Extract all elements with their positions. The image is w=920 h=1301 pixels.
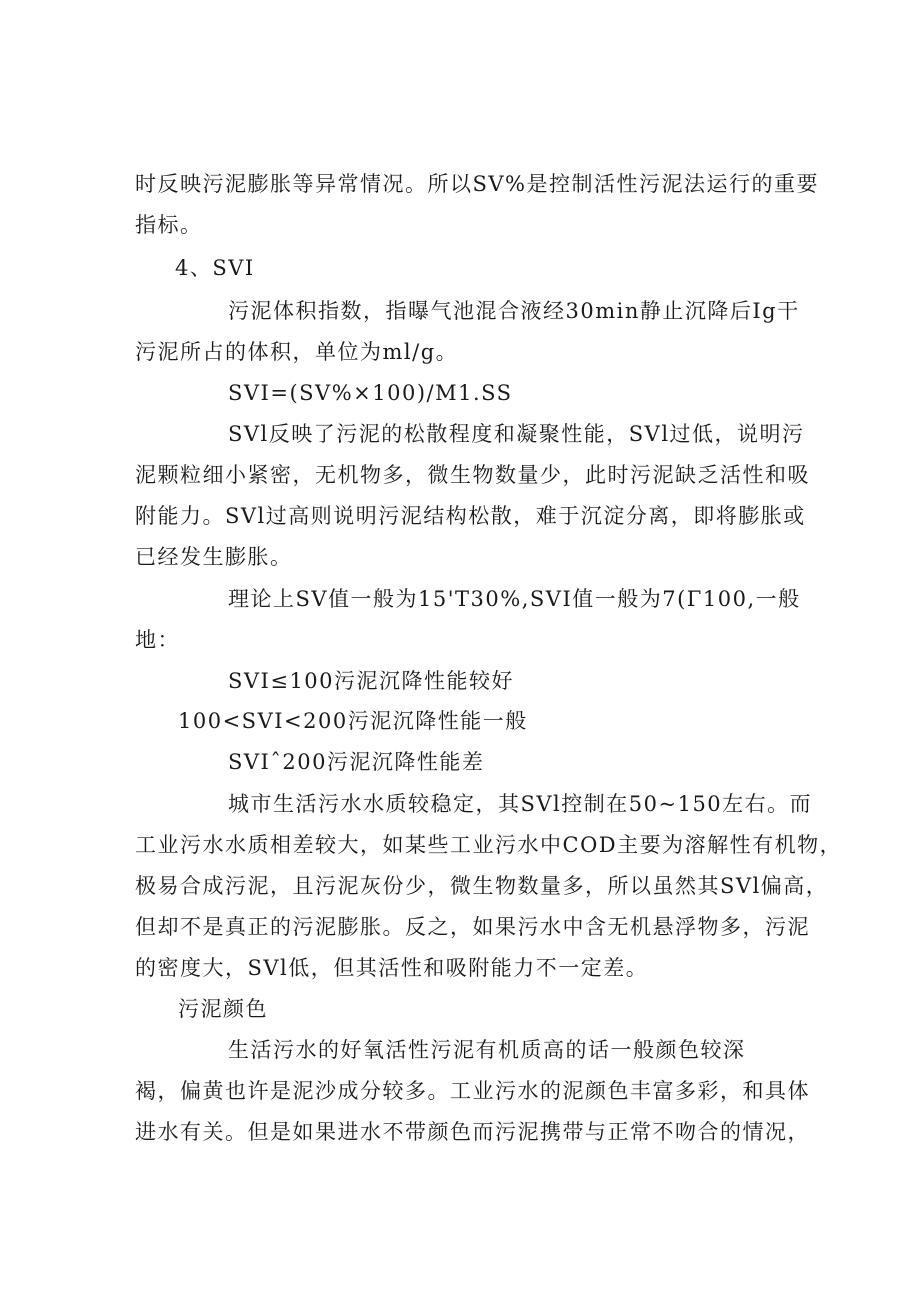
- formula-line: SVI=(SV%×100)/M1.SS: [228, 381, 513, 405]
- paragraph-line: 指标。: [135, 213, 203, 237]
- paragraph-line: 褐，偏黄也许是泥沙成分较多。工业污水的泥颜色丰富多彩，和具体: [135, 1079, 810, 1103]
- paragraph-line: 时反映污泥膨胀等异常情况。所以SV%是控制活性污泥法运行的重要: [135, 172, 820, 196]
- paragraph-line: SVl反映了污泥的松散程度和凝聚性能，SVl过低，说明污: [228, 422, 805, 446]
- paragraph-line: 的密度大，SVl低，但其活性和吸附能力不一定差。: [135, 956, 649, 980]
- paragraph-line: 生活污水的好氧活性污泥有机质高的话一般颜色较深: [228, 1038, 746, 1062]
- paragraph-line: 污泥所占的体积，单位为ml/g。: [135, 340, 459, 364]
- paragraph-line: 但却不是真正的污泥膨胀。反之，如果污水中含无机悬浮物多，污泥: [135, 915, 810, 939]
- paragraph-line: 极易合成污泥，且污泥灰份少，微生物数量多，所以虽然其SVl偏高，: [135, 874, 829, 898]
- paragraph-line: 附能力。SVl过高则说明污泥结构松散，难于沉淀分离，即将膨胀或: [135, 504, 806, 528]
- paragraph-line: 泥颗粒细小紧密，无机物多，微生物数量少，此时污泥缺乏活性和吸: [135, 463, 810, 487]
- paragraph-line: 城市生活污水水质较稳定，其SVl控制在50~150左右。而: [228, 792, 813, 816]
- list-item: SVI≤100污泥沉降性能较好: [228, 669, 515, 693]
- paragraph-line: 地：: [135, 628, 180, 652]
- list-item: 100<SVI<200污泥沉降性能一般: [178, 709, 528, 733]
- section-heading: 污泥颜色: [178, 997, 268, 1021]
- paragraph-line: 已经发生膨胀。: [135, 545, 293, 569]
- paragraph-line: 理论上SV值一般为15'T30%,SVI值一般为7(Γ100,一般: [228, 587, 801, 611]
- paragraph-line: 工业污水水质相差较大，如某些工业污水中COD主要为溶解性有机物，: [135, 833, 843, 857]
- list-item: SVIˆ200污泥沉降性能差: [228, 750, 485, 774]
- paragraph-line: 进水有关。但是如果进水不带颜色而污泥携带与正常不吻合的情况，: [135, 1120, 810, 1144]
- paragraph-line: 污泥体积指数，指曝气池混合液经30min静止沉降后Ig干: [228, 299, 800, 323]
- section-heading: 4、SVI: [175, 256, 255, 280]
